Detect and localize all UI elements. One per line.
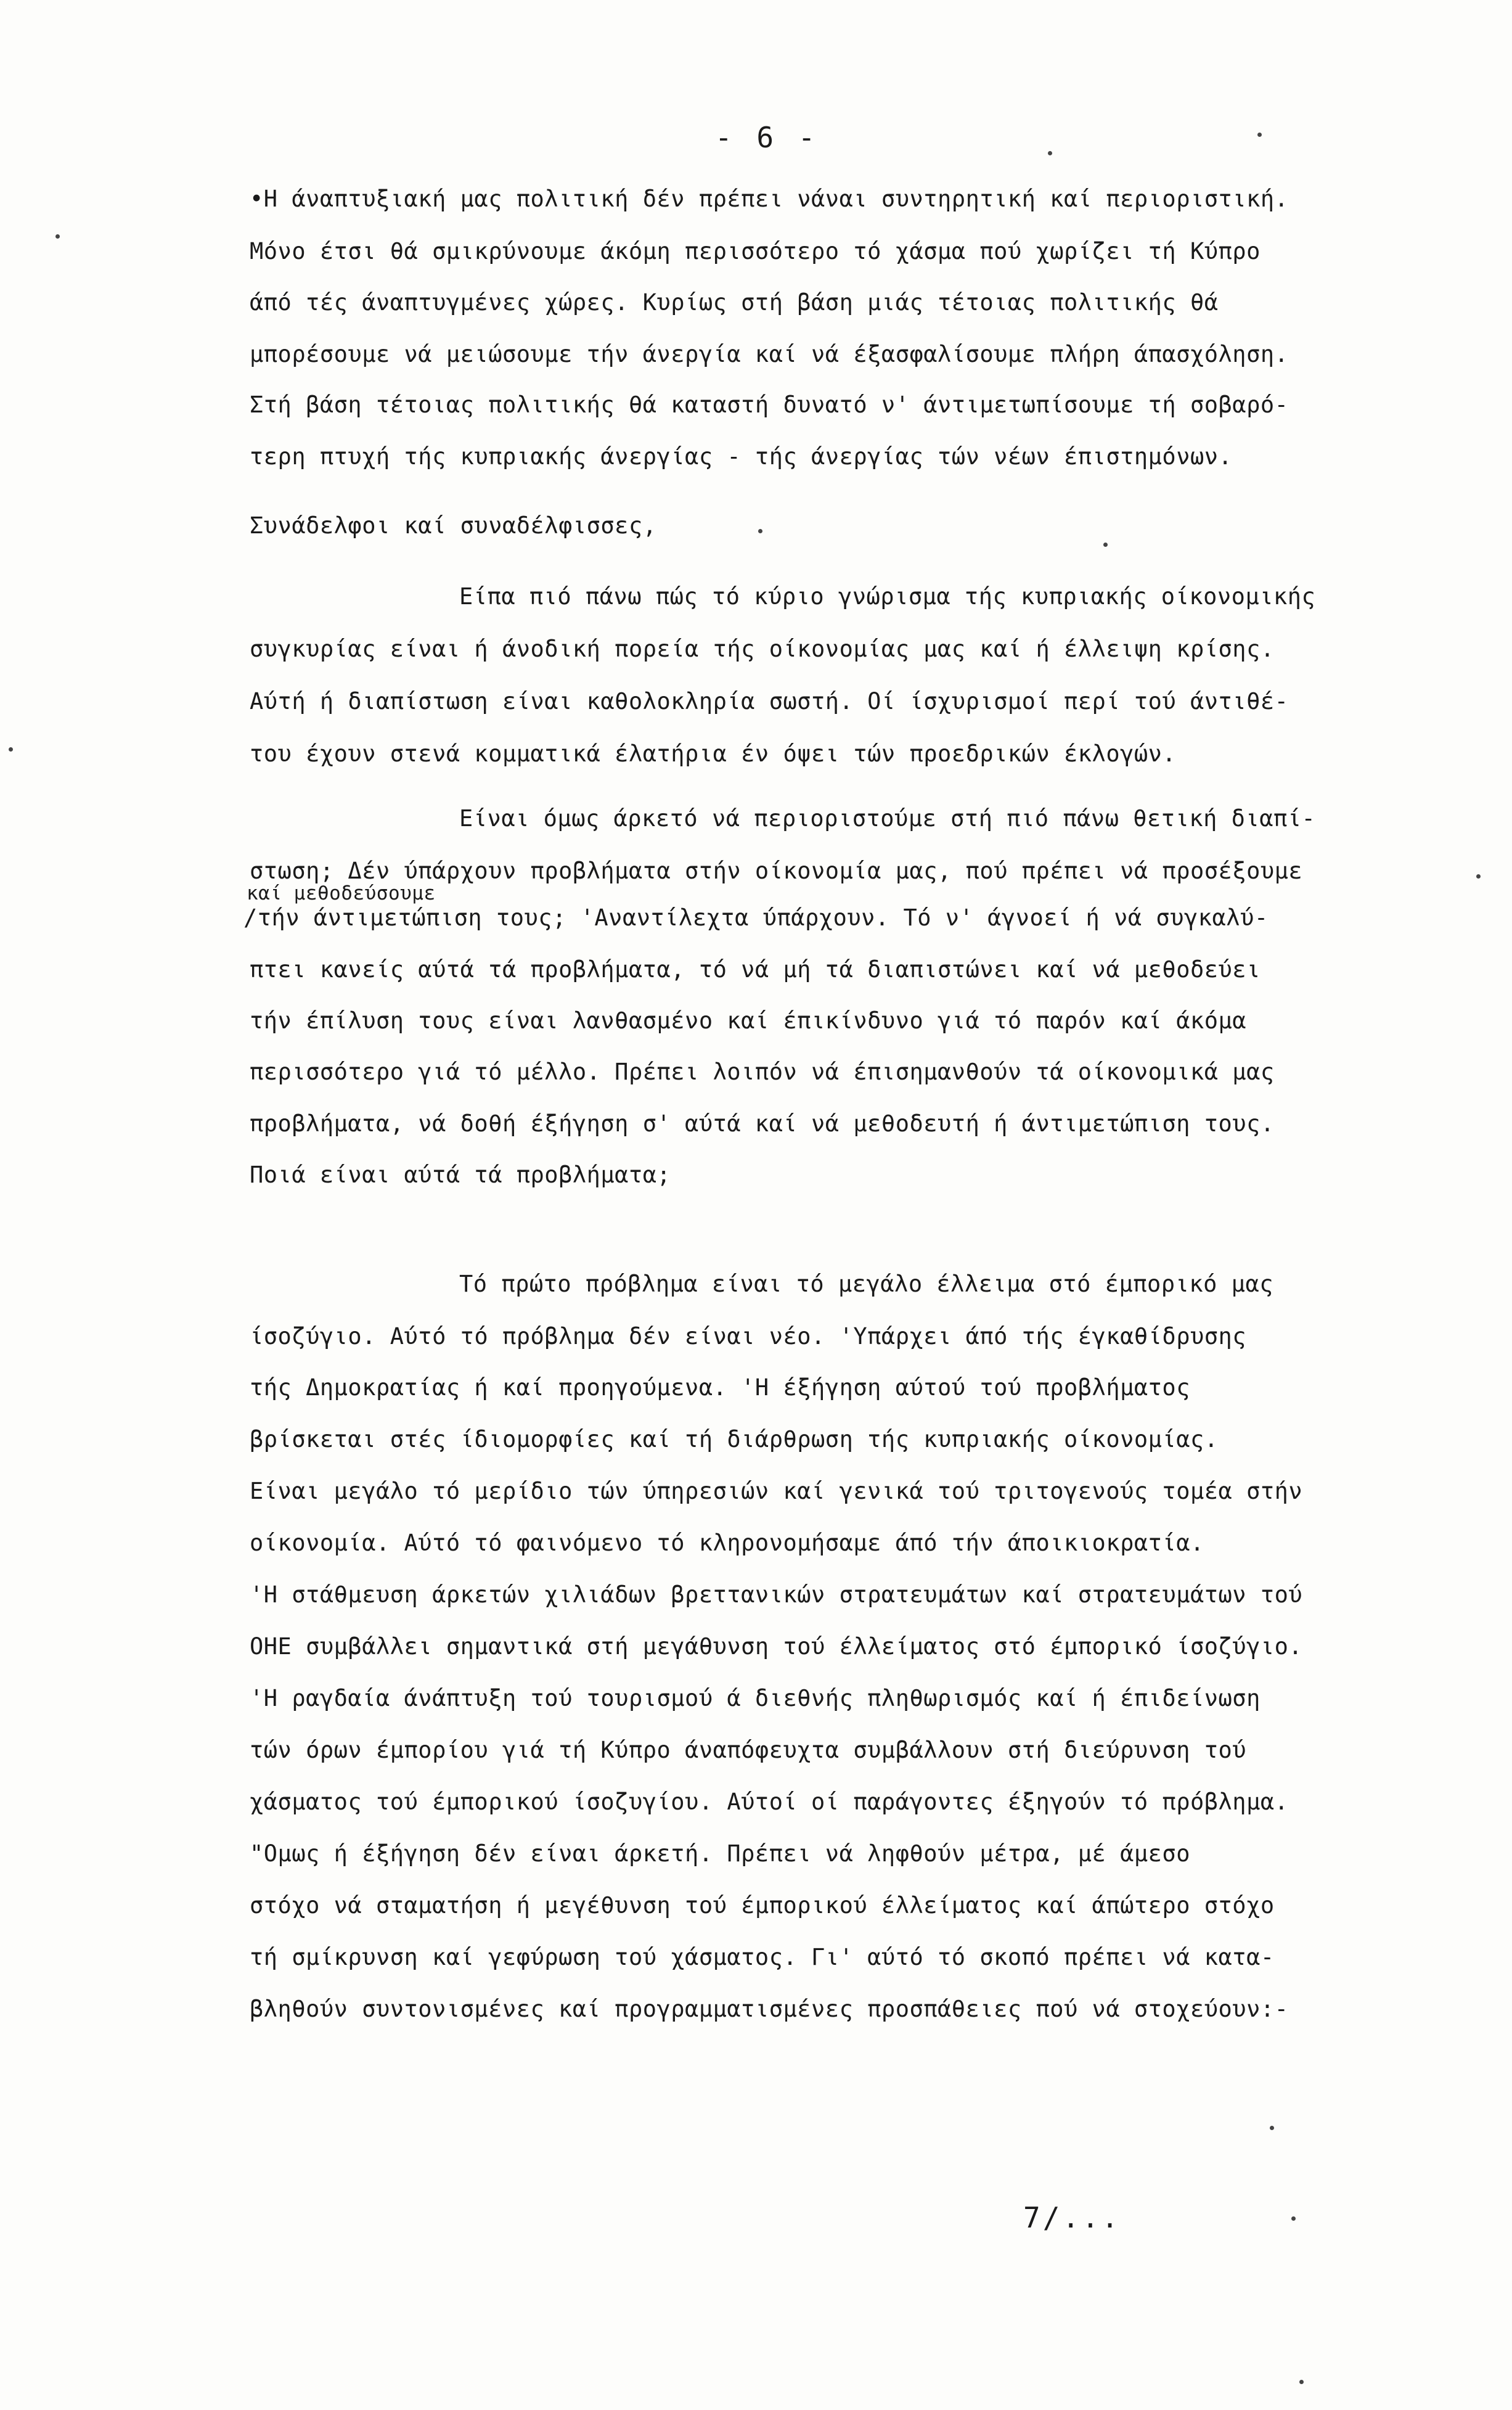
text-line: Αύτή ή διαπίστωση είναι καθολοκληρία σωστή. Οί ίσχυρισμοί περί τού άντιθέ- xyxy=(250,688,1289,715)
text-line: συγκυρίας είναι ή άνοδική πορεία τής οίκονομίας μας καί ή έλλειψη κρίσης. xyxy=(250,636,1275,662)
salutation: Συνάδελφοι καί συναδέλφισσες, xyxy=(250,512,657,539)
text-line: Είναι μεγάλο τό μερίδιο τών ύπηρεσιών καί γενικά τού τριτογενούς τομέα στήν xyxy=(250,1478,1303,1504)
scan-speck xyxy=(1103,543,1108,547)
text-line: περισσότερο γιά τό μέλλο. Πρέπει λοιπόν νά έπισημανθούν τά οίκονομικά μας xyxy=(250,1059,1275,1085)
text-line: 'Η ραγδαία άνάπτυξη τού τουρισμού ά διεθνής πληθωρισμός καί ή έπιδείνωση xyxy=(250,1685,1261,1711)
text-line: "Ομως ή έξήγηση δέν είναι άρκετή. Πρέπει νά ληφθούν μέτρα, μέ άμεσο xyxy=(250,1840,1190,1867)
text-line: στωση; Δέν ύπάρχουν προβλήματα στήν οίκονομία μας, πού πρέπει νά προσέξουμε xyxy=(250,858,1303,884)
text-line: τερη πτυχή τής κυπριακής άνεργίας - τής άνεργίας τών νέων έπιστημόνων. xyxy=(250,443,1233,470)
text-line: βληθούν συντονισμένες καί προγραμματισμένες προσπάθειες πού νά στοχεύουν:- xyxy=(250,1996,1289,2022)
text-line: στόχο νά σταματήση ή μεγέθυνση τού έμπορικού έλλείματος καί άπώτερο στόχο xyxy=(250,1892,1275,1919)
text-line: του έχουν στενά κομματικά έλατήρια έν όψει τών προεδρικών έκλογών. xyxy=(250,740,1177,767)
text-line: ΟΗΕ συμβάλλει σημαντικά στή μεγάθυνση τού έλλείματος στό έμπορικό ίσοζύγιο. xyxy=(250,1633,1303,1660)
text-line: χάσματος τού έμπορικού ίσοζυγίου. Αύτοί οί παράγοντες έξηγούν τό πρόβλημα. xyxy=(250,1789,1289,1815)
scan-speck xyxy=(1270,2126,1274,2130)
text-line: βρίσκεται στές ίδιομορφίες καί τή διάρθρωση τής κυπριακής οίκονομίας. xyxy=(250,1426,1219,1453)
text-line: ίσοζύγιο. Αύτό τό πρόβλημα δέν είναι νέο. 'Υπάρχει άπό τής έγκαθίδρυσης xyxy=(250,1323,1247,1350)
scan-speck xyxy=(1291,2216,1296,2221)
text-line: άπό τές άναπτυγμένες χώρες. Κυρίως στή βάση μιάς τέτοιας πολιτικής θά xyxy=(250,289,1219,316)
text-line: οίκονομία. Αύτό τό φαινόμενο τό κληρονομήσαμε άπό τήν άποικιοκρατία. xyxy=(250,1530,1204,1556)
text-line: /τήν άντιμετώπιση τους; 'Αναντίλεχτα ύπάρχουν. Τό ν' άγνοεί ή νά συγκαλύ- xyxy=(243,904,1269,931)
text-line: τή σμίκρυνση καί γεφύρωση τού χάσματος. Γι' αύτό τό σκοπό πρέπει νά κατα- xyxy=(250,1944,1275,1970)
handwritten-insertion: καί μεθοδεύσουμε xyxy=(247,882,436,904)
text-line: Ποιά είναι αύτά τά προβλήματα; xyxy=(250,1162,671,1188)
scan-speck xyxy=(1257,133,1262,137)
text-line: τήν έπίλυση τους είναι λανθασμένο καί έπικίνδυνο γιά τό παρόν καί άκόμα xyxy=(250,1007,1247,1034)
text-line: •Η άναπτυξιακή μας πολιτική δέν πρέπει νάναι συντηρητική καί περιοριστική. xyxy=(250,186,1289,212)
page-number: - 6 - xyxy=(715,121,819,154)
text-line: μπορέσουμε νά μειώσουμε τήν άνεργία καί νά έξασφαλίσουμε πλήρη άπασχόληση. xyxy=(250,341,1289,367)
text-line: Είπα πιό πάνω πώς τό κύριο γνώρισμα τής κυπριακής οίκονομικής xyxy=(459,583,1316,610)
scan-speck xyxy=(9,747,13,752)
scan-speck xyxy=(55,234,60,239)
text-line: τής Δημοκρατίας ή καί προηγούμενα. 'Η έξήγηση αύτού τού προβλήματος xyxy=(250,1374,1190,1401)
text-line: Μόνο έτσι θά σμικρύνουμε άκόμη περισσότερο τό χάσμα πού χωρίζει τή Κύπρο xyxy=(250,238,1261,264)
scan-speck xyxy=(1299,2380,1304,2384)
text-line: Στή βάση τέτοιας πολιτικής θά καταστή δυνατό ν' άντιμετωπίσουμε τή σοβαρό- xyxy=(250,391,1289,418)
text-line: προβλήματα, νά δοθή έξήγηση σ' αύτά καί νά μεθοδευτή ή άντιμετώπιση τους. xyxy=(250,1110,1275,1137)
text-line: Είναι όμως άρκετό νά περιοριστούμε στή πιό πάνω θετική διαπί- xyxy=(459,805,1316,832)
text-line: Τό πρώτο πρόβλημα είναι τό μεγάλο έλλειμα στό έμπορικό μας xyxy=(459,1271,1274,1297)
scan-speck xyxy=(758,529,762,533)
continuation-marker: 7/... xyxy=(1023,2201,1121,2234)
text-line: 'Η στάθμευση άρκετών χιλιάδων βρεττανικών στρατευμάτων καί στρατευμάτων τού xyxy=(250,1581,1303,1608)
text-line: πτει κανείς αύτά τά προβλήματα, τό νά μή τά διαπιστώνει καί νά μεθοδεύει xyxy=(250,956,1261,983)
text-line: τών όρων έμπορίου γιά τή Κύπρο άναπόφευχτα συμβάλλουν στή διεύρυνση τού xyxy=(250,1737,1247,1763)
scan-speck xyxy=(1048,151,1052,155)
scan-speck xyxy=(1476,874,1481,879)
